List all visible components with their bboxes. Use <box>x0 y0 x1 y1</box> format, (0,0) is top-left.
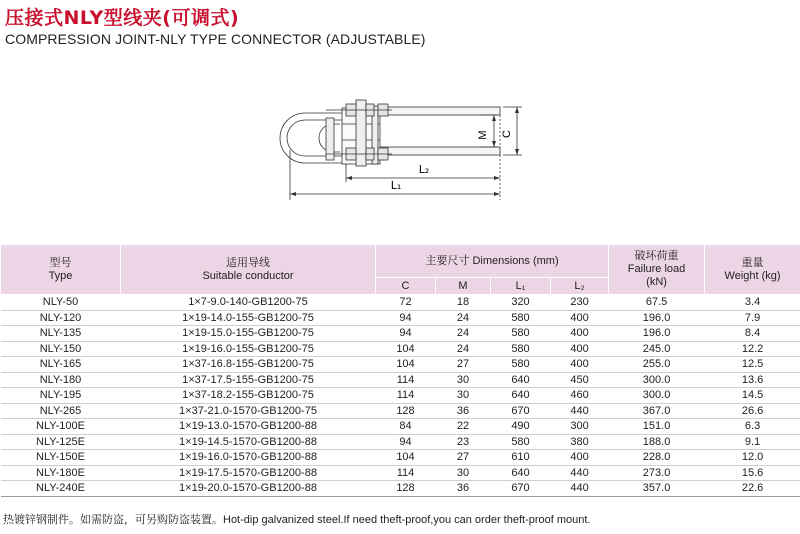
dim-l2-label: L₂ <box>418 163 430 176</box>
table-row: NLY-265 1×37-21.0-1570-GB1200-75 128 36 670 440 367.0 26.6 <box>1 403 800 419</box>
header-conductor: 适用导线 Suitable conductor <box>121 245 376 295</box>
header-type: 型号 Type <box>1 245 121 295</box>
table-row: NLY-150E 1×19-16.0-1570-GB1200-88 104 27 610 400 228.0 12.0 <box>1 450 800 466</box>
connector-diagram <box>0 0 800 240</box>
header-c: C <box>376 278 436 295</box>
table-row: NLY-125E 1×19-14.5-1570-GB1200-88 94 23 580 380 188.0 9.1 <box>1 434 800 450</box>
table-row: NLY-150 1×19-16.0-155-GB1200-75 104 24 580 400 245.0 12.2 <box>1 341 800 357</box>
header-failure-load: 破坏荷重 Failure load (kN) <box>609 245 705 295</box>
table-row: NLY-100E 1×19-13.0-1570-GB1200-88 84 22 490 300 151.0 6.3 <box>1 419 800 435</box>
table-row: NLY-180E 1×19-17.5-1570-GB1200-88 114 30 640 440 273.0 15.6 <box>1 465 800 481</box>
header-l2: L₂ <box>551 278 609 295</box>
spec-table <box>0 244 800 497</box>
footnote: 热镀锌钢制件。如需防盗，可另购防盗装置。Hot-dip galvanized steel.If need theft-proof,you can order theft-proof mount. <box>3 514 591 526</box>
page-title-cn: 压接式NLY型线夹(可调式) <box>5 7 240 29</box>
table-row: NLY-50 1×7-9.0-140-GB1200-75 72 18 320 230 67.5 3.4 <box>1 295 800 311</box>
header-l1: L₁ <box>491 278 551 295</box>
dim-m-label: M <box>477 130 489 140</box>
dim-l1-label: L₁ <box>390 179 402 192</box>
table-row: NLY-180 1×37-17.5-155-GB1200-75 114 30 640 450 300.0 13.6 <box>1 372 800 388</box>
page-title-en: COMPRESSION JOINT-NLY TYPE CONNECTOR (ADJUSTABLE) <box>5 31 426 47</box>
table-row: NLY-120 1×19-14.0-155-GB1200-75 94 24 580 400 196.0 7.9 <box>1 310 800 326</box>
table-row: NLY-240E 1×19-20.0-1570-GB1200-88 128 36 670 440 357.0 22.6 <box>1 481 800 497</box>
table-row: NLY-195 1×37-18.2-155-GB1200-75 114 30 640 460 300.0 14.5 <box>1 388 800 404</box>
table-row: NLY-135 1×19-15.0-155-GB1200-75 94 24 580 400 196.0 8.4 <box>1 326 800 342</box>
table-row: NLY-165 1×37-16.8-155-GB1200-75 104 27 580 400 255.0 12.5 <box>1 357 800 373</box>
strand-bottom <box>380 147 500 155</box>
header-weight: 重量 Weight (kg) <box>705 245 800 295</box>
header-m: M <box>436 278 491 295</box>
dim-c-label: C <box>501 130 513 138</box>
strand-top <box>380 107 500 115</box>
header-dimensions: 主要尺寸 Dimensions (mm) <box>376 245 609 278</box>
spec-table-body <box>1 295 800 497</box>
